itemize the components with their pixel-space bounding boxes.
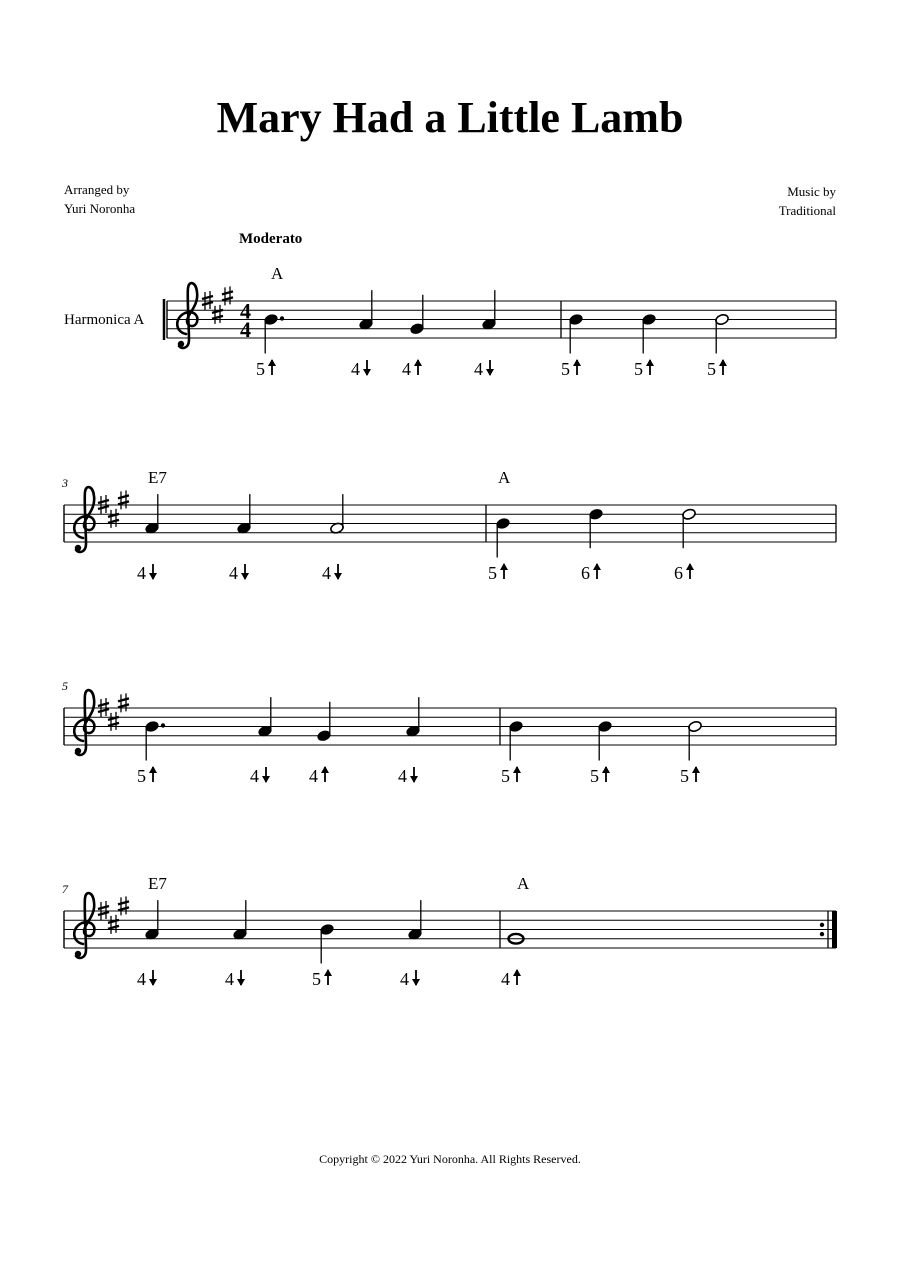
harmonica-hole-number: 6: [581, 563, 590, 583]
note-half: [715, 313, 730, 353]
draw-arrow-down-icon: [262, 767, 270, 783]
sharp-icon: [108, 509, 119, 528]
sharp-icon: [222, 286, 233, 305]
draw-arrow-down-icon: [486, 360, 494, 376]
harmonica-hole-number: 5: [501, 766, 510, 786]
note-quarter: [598, 720, 613, 760]
blow-arrow-up-icon: [602, 766, 610, 782]
blow-arrow-up-icon: [513, 969, 521, 985]
page-title: Mary Had a Little Lamb: [216, 93, 684, 142]
note-dotted-quarter: [264, 313, 285, 353]
sharp-icon: [108, 712, 119, 731]
harmonica-hole-number: 4: [351, 359, 360, 379]
instrument-name: Harmonica A: [64, 312, 145, 328]
harmonica-hole-number: 4: [474, 359, 483, 379]
draw-arrow-down-icon: [241, 564, 249, 580]
blow-arrow-up-icon: [646, 359, 654, 375]
blow-arrow-up-icon: [268, 359, 276, 375]
harmonica-hole-number: 5: [590, 766, 599, 786]
blow-arrow-up-icon: [324, 969, 332, 985]
draw-arrow-down-icon: [410, 767, 418, 783]
blow-arrow-up-icon: [719, 359, 727, 375]
time-signature-top: 4: [240, 298, 251, 324]
harmonica-hole-number: 4: [400, 969, 409, 989]
harmonica-hole-number: 4: [501, 969, 510, 989]
harmonica-hole-number: 5: [707, 359, 716, 379]
note-quarter: [496, 517, 511, 557]
harmonica-hole-number: 5: [680, 766, 689, 786]
blow-arrow-up-icon: [149, 766, 157, 782]
arranger-name: Yuri Noronha: [64, 201, 136, 216]
harmonica-hole-number: 4: [250, 766, 259, 786]
repeat-dot: [820, 932, 824, 936]
harmonica-hole-number: 6: [674, 563, 683, 583]
sharp-icon: [118, 693, 129, 712]
harmonica-hole-number: 4: [322, 563, 331, 583]
harmonica-hole-number: 4: [309, 766, 318, 786]
measure-number: 7: [62, 882, 68, 896]
harmonica-hole-number: 4: [137, 563, 146, 583]
chord-symbol: E7: [148, 874, 167, 893]
chord-symbol: A: [498, 468, 511, 487]
measure-number: 3: [62, 476, 68, 490]
composer-label: Music by: [787, 184, 836, 199]
composer-name: Traditional: [778, 203, 836, 218]
note-quarter: [509, 720, 524, 760]
harmonica-hole-number: 4: [402, 359, 411, 379]
blow-arrow-up-icon: [686, 563, 694, 579]
note-quarter: [642, 313, 657, 353]
harmonica-hole-number: 5: [137, 766, 146, 786]
blow-arrow-up-icon: [573, 359, 581, 375]
tempo-marking: Moderato: [239, 231, 303, 247]
blow-arrow-up-icon: [500, 563, 508, 579]
copyright-notice: Copyright © 2022 Yuri Noronha. All Rights Reserved.: [319, 1152, 581, 1166]
note-quarter: [320, 923, 335, 963]
blow-arrow-up-icon: [692, 766, 700, 782]
harmonica-hole-number: 4: [137, 969, 146, 989]
harmonica-hole-number: 5: [634, 359, 643, 379]
harmonica-hole-number: 4: [398, 766, 407, 786]
blow-arrow-up-icon: [321, 766, 329, 782]
draw-arrow-down-icon: [363, 360, 371, 376]
harmonica-hole-number: 4: [229, 563, 238, 583]
sharp-icon: [108, 915, 119, 934]
chord-symbol: A: [271, 264, 284, 283]
harmonica-hole-number: 4: [225, 969, 234, 989]
chord-symbol: E7: [148, 468, 167, 487]
harmonica-hole-number: 5: [256, 359, 265, 379]
measure-number: 5: [62, 679, 68, 693]
chord-symbol: A: [517, 874, 530, 893]
note-quarter: [569, 313, 584, 353]
draw-arrow-down-icon: [149, 970, 157, 986]
arranger-label: Arranged by: [64, 182, 130, 197]
draw-arrow-down-icon: [412, 970, 420, 986]
time-signature-bottom: 4: [240, 317, 251, 342]
note-dotted-quarter: [145, 720, 166, 760]
harmonica-hole-number: 5: [488, 563, 497, 583]
repeat-dot: [820, 923, 824, 927]
harmonica-hole-number: 5: [561, 359, 570, 379]
sharp-icon: [212, 305, 223, 324]
blow-arrow-up-icon: [414, 359, 422, 375]
draw-arrow-down-icon: [237, 970, 245, 986]
harmonica-hole-number: 5: [312, 969, 321, 989]
note-half: [688, 720, 703, 760]
draw-arrow-down-icon: [334, 564, 342, 580]
sharp-icon: [118, 490, 129, 509]
sharp-icon: [118, 896, 129, 915]
blow-arrow-up-icon: [513, 766, 521, 782]
draw-arrow-down-icon: [149, 564, 157, 580]
final-barline: [832, 911, 837, 948]
blow-arrow-up-icon: [593, 563, 601, 579]
